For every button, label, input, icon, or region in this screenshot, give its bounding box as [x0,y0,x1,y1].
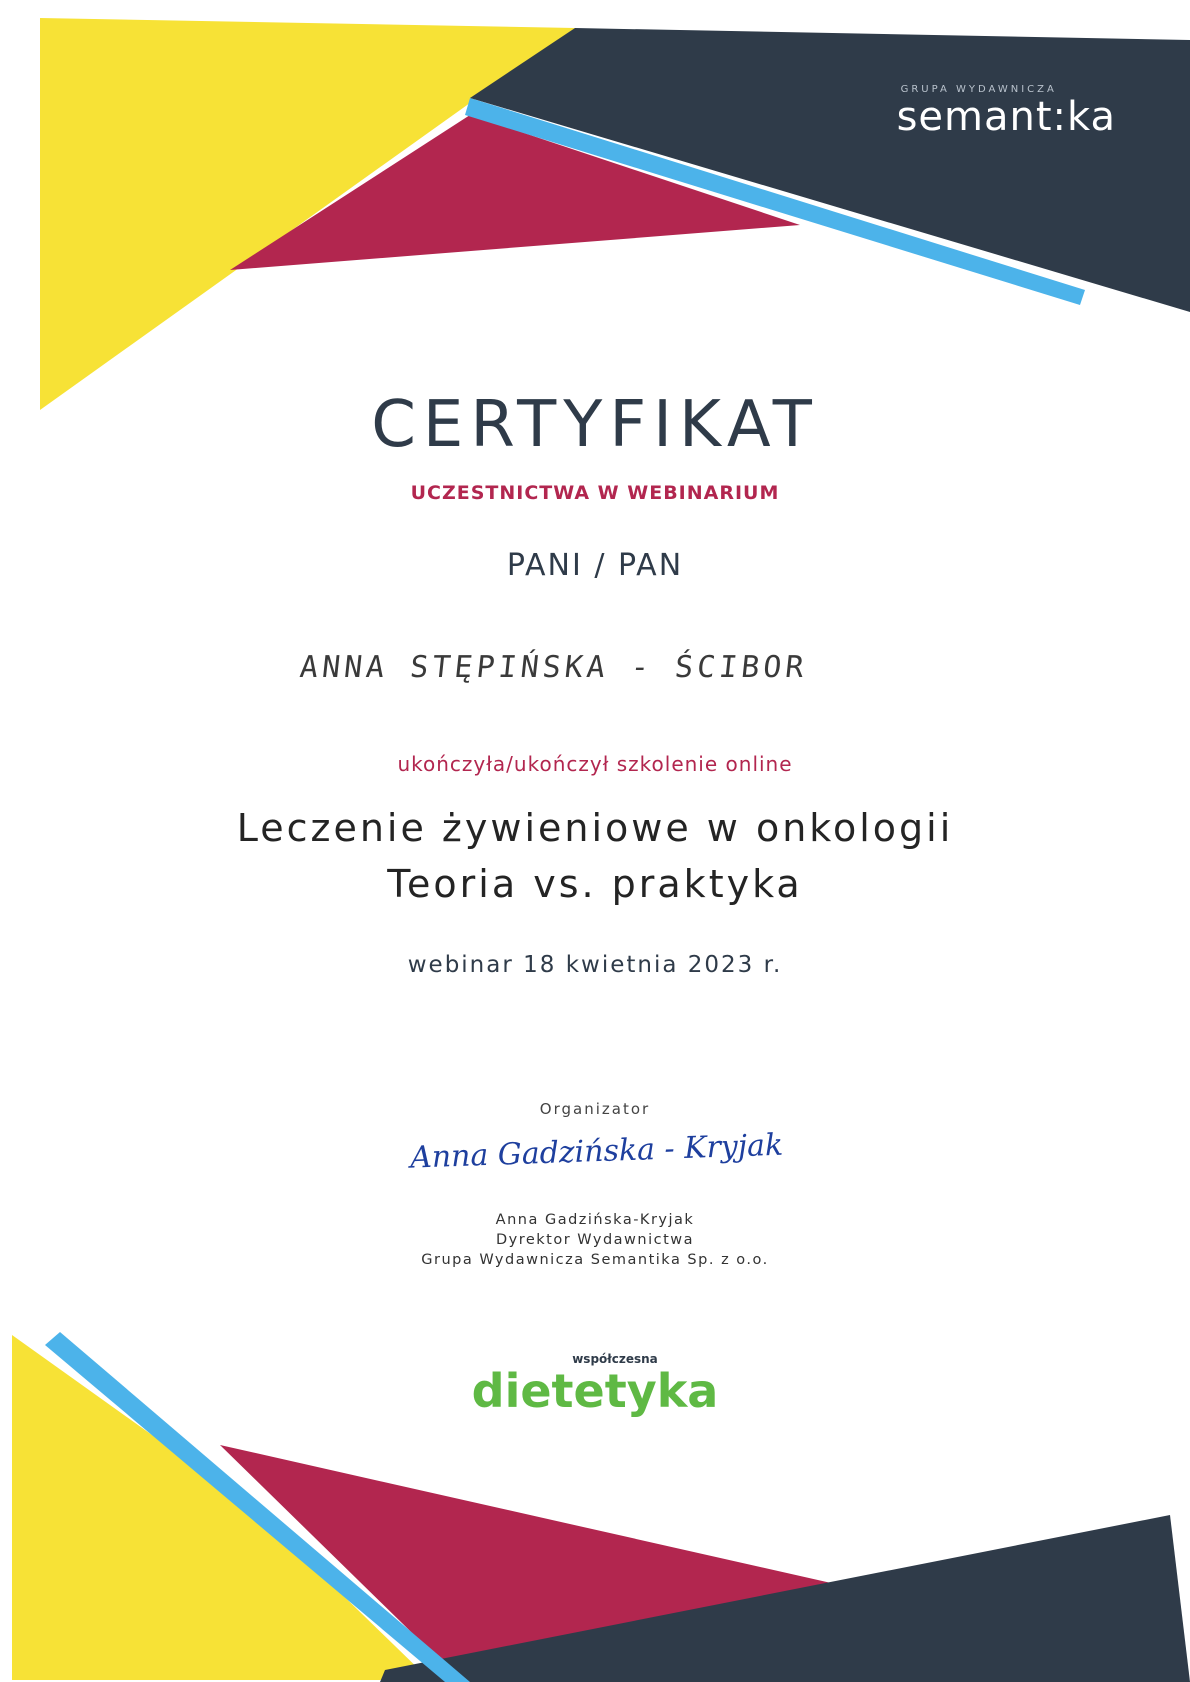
participant-name-handwritten: ANNA STĘPIŃSKA - ŚCIBOR [298,650,810,685]
organizer-role: Dyrektor Wydawnictwa [495,1232,695,1248]
completion-text: ukończyła/ukończył szkolenie online [397,752,793,776]
dietetyka-logo-big: dietetyka [471,1364,719,1418]
organizer-name: Anna Gadzińska-Kryjak [495,1212,695,1228]
course-title [0,800,1190,912]
organizer-details [0,1210,1190,1270]
organizer-signature: Anna Gadzińska - Kryjak [409,1127,784,1176]
organizer-company: Grupa Wydawnicza Semantika Sp. z o.o. [421,1252,769,1268]
certificate-subtitle: UCZESTNICTWA W WEBINARIUM [410,482,780,504]
course-title-line2: Teoria vs. praktyka [387,862,803,906]
salutation: PANI / PAN [506,548,684,583]
dietetyka-logo-small: współczesna [572,1352,658,1366]
certificate-title: CERTYFIKAT [371,388,819,462]
course-title-line1: Leczenie żywieniowe w onkologii [236,806,954,850]
publisher-kicker: GRUPA WYDAWNICZA [900,84,1057,95]
webinar-date: webinar 18 kwietnia 2023 r. [407,952,783,978]
publisher-brand: semant:ka [896,94,1116,140]
dietetyka-logo [0,1352,1190,1416]
organizer-label: Organizator [539,1100,651,1118]
publisher-logo [897,84,1116,139]
